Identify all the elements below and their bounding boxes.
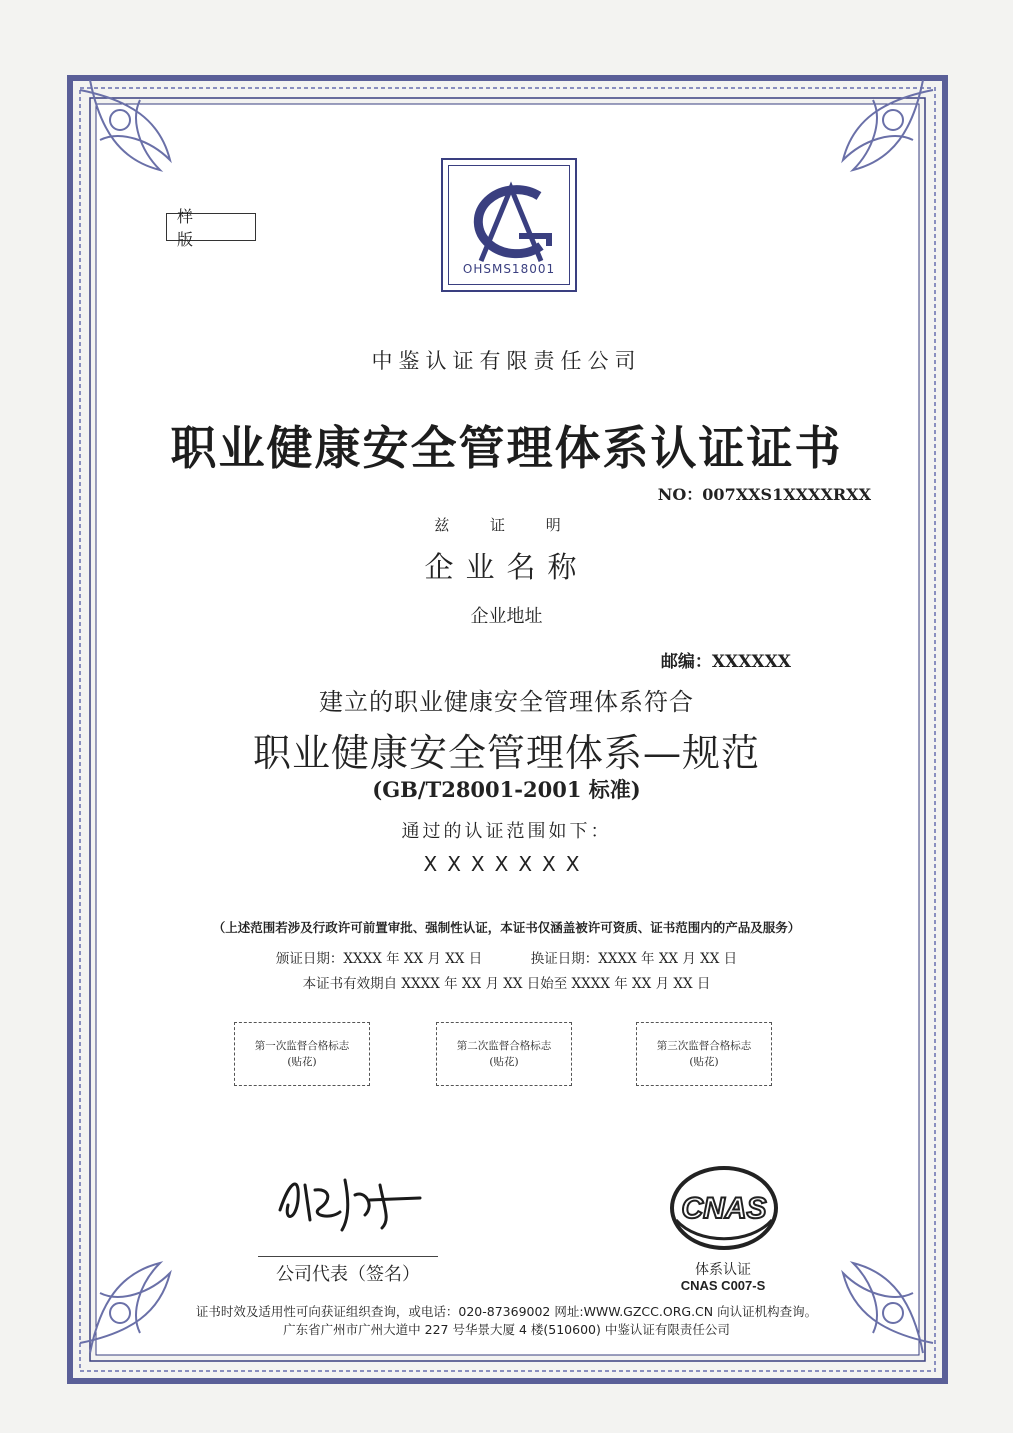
scope-value: XXXXXXX	[423, 852, 590, 876]
surveillance-sticker-3	[636, 1022, 772, 1086]
cnas-logo-text: CNAS	[681, 1192, 767, 1225]
enterprise-address: 企业地址	[470, 606, 543, 627]
sample-stamp: 样 版	[166, 213, 256, 241]
standard-name: 职业健康安全管理体系—规范	[252, 731, 760, 775]
sticker-sub: (贴花)	[489, 1056, 519, 1068]
validity-period: 本证书有效期自 XXXX 年 XX 月 XX 日始至 XXXX 年 XX 月 XX 日	[302, 976, 711, 992]
sticker-title: 第二次监督合格标志	[456, 1040, 552, 1052]
signature-label: 公司代表（签名）	[276, 1264, 420, 1285]
cnas-code: CNAS C007-S	[680, 1278, 766, 1293]
sticker-sub: (贴花)	[689, 1056, 719, 1068]
enterprise-name: 企业名称	[424, 550, 589, 584]
certificate-title: 职业健康安全管理体系认证证书	[170, 421, 843, 475]
sticker-title: 第一次监督合格标志	[254, 1040, 350, 1052]
issuer-name: 中鉴认证有限责任公司	[371, 349, 642, 373]
sticker-title: 第三次监督合格标志	[656, 1040, 752, 1052]
surveillance-sticker-2	[436, 1022, 572, 1086]
scope-label: 通过的认证范围如下：	[401, 821, 612, 842]
hereby-certify: 兹 证 明	[434, 516, 579, 534]
signature-line	[258, 1256, 438, 1257]
sticker-sub: (贴花)	[287, 1056, 317, 1068]
complies-text: 建立的职业健康安全管理体系符合	[319, 688, 694, 716]
cnas-subtitle: 体系认证	[695, 1262, 751, 1278]
signature-icon	[270, 1160, 430, 1240]
footer-query-info: 证书时效及适用性可向获证组织查询，或电话：020-87369002 网址:WWW.GZCC.ORG.CN 向认证机构查询。	[195, 1304, 818, 1319]
scope-note: （上述范围若涉及行政许可前置审批、强制性认证，本证书仅涵盖被许可资质、证书范围内的产品及服务）	[212, 920, 801, 935]
ohsms-logo	[441, 158, 577, 292]
surveillance-sticker-1	[234, 1022, 370, 1086]
certificate-number: NO：007XXS1XXXXRXX	[657, 485, 871, 504]
footer-address: 广东省广州市广州大道中 227 号华景大厦 4 楼(510600) 中鉴认证有限责任公司	[283, 1322, 730, 1337]
postcode: 邮编：XXXXXX	[660, 652, 791, 672]
logo-caption: OHSMS18001	[462, 262, 556, 276]
standard-code: (GB/T28001-2001 标准)	[372, 777, 641, 802]
dates-row	[0, 947, 1013, 967]
issue-date: 颁证日期：XXXX 年 XX 月 XX 日	[275, 951, 483, 967]
renewal-date: 换证日期：XXXX 年 XX 月 XX 日	[530, 951, 738, 967]
cnas-logo-icon	[668, 1160, 780, 1258]
